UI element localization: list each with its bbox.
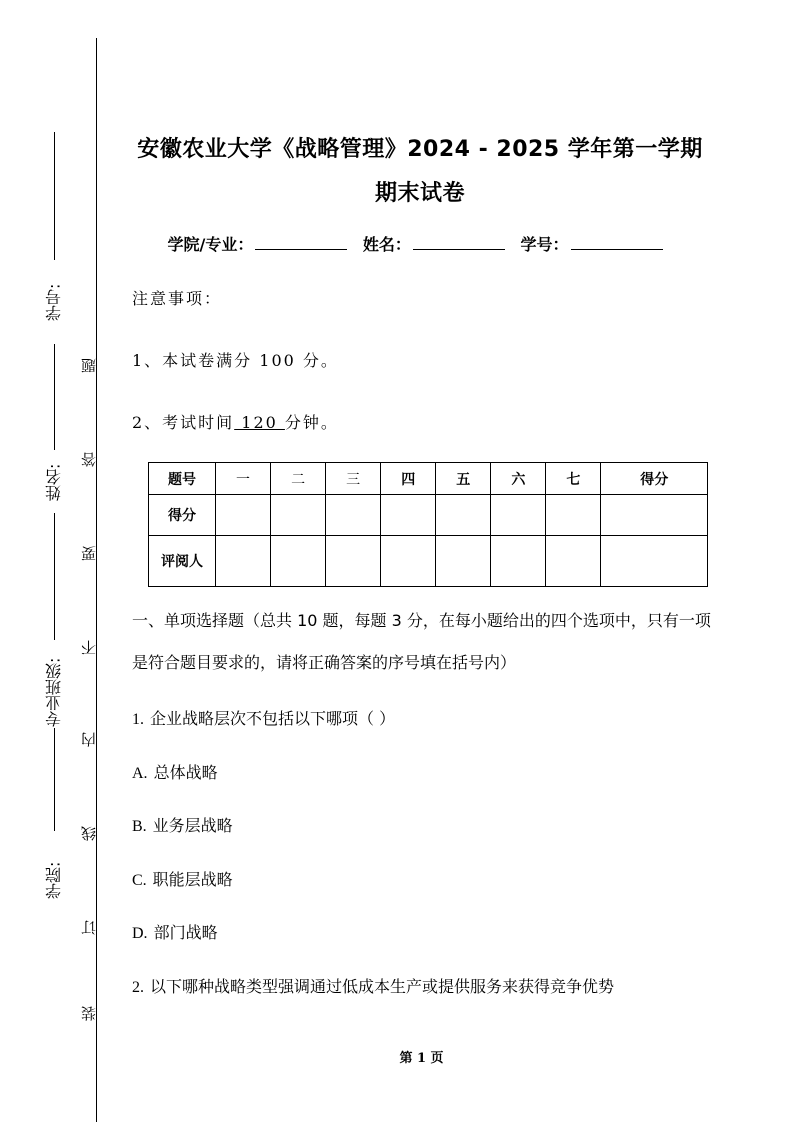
margin-student-id-label: 学号: [44, 283, 64, 321]
option-a[interactable] [132, 760, 218, 783]
note-item-2-suffix: 分钟。 [284, 413, 339, 432]
seal-char: 订 [80, 920, 98, 935]
question-text: 企业战略层次不包括以下哪项（ ） [150, 709, 396, 728]
score-cell[interactable] [491, 495, 546, 536]
grader-cell[interactable] [546, 536, 601, 587]
question-number: 1. [132, 711, 144, 728]
score-cell[interactable] [381, 495, 436, 536]
header-cell: 一 [216, 463, 271, 495]
table-row [149, 495, 708, 536]
row-label: 评阅人 [149, 536, 216, 587]
college-blank-line [54, 728, 55, 831]
seal-char: 装 [80, 1006, 98, 1021]
header-cell: 七 [546, 463, 601, 495]
grader-cell[interactable] [271, 536, 326, 587]
score-cell[interactable] [271, 495, 326, 536]
seal-char: 不 [80, 640, 98, 655]
margin-name-label: 姓名: [44, 463, 64, 501]
header-cell: 二 [271, 463, 326, 495]
class-blank-line [54, 513, 55, 640]
seal-char: 题 [80, 358, 98, 373]
binding-line [96, 38, 97, 1122]
score-cell[interactable] [546, 495, 601, 536]
grader-cell[interactable] [381, 536, 436, 587]
option-text: 部门战略 [153, 923, 218, 942]
name-blank-line [54, 344, 55, 450]
question-number: 2. [132, 979, 144, 996]
header-cell: 题号 [149, 463, 216, 495]
student-id-field[interactable] [571, 235, 663, 250]
header-cell: 五 [436, 463, 491, 495]
question-text: 以下哪种战略类型强调通过低成本生产或提供服务来获得竞争优势 [150, 977, 615, 996]
student-id-label: 学号： [520, 235, 569, 254]
name-field[interactable] [413, 235, 505, 250]
table-row [149, 536, 708, 587]
header-cell: 六 [491, 463, 546, 495]
section-1-heading: 一、单项选择题（总共 10 题，每题 3 分，在每小题给出的四个选项中，只有一项是符合题目要求的，请将正确答案的序号填在括号内） [132, 611, 711, 672]
score-cell[interactable] [216, 495, 271, 536]
option-d[interactable] [132, 920, 218, 943]
grader-cell[interactable] [216, 536, 271, 587]
option-label: B. [132, 818, 147, 835]
exam-duration-value: 120 [234, 413, 285, 432]
score-cell[interactable] [436, 495, 491, 536]
row-label: 得分 [149, 495, 216, 536]
note-item-2-prefix: 2、考试时间 [132, 413, 235, 432]
option-c[interactable] [132, 867, 233, 890]
option-text: 职能层战略 [152, 870, 233, 889]
college-major-label: 学院/专业： [167, 235, 254, 254]
option-label: D. [132, 925, 148, 942]
student-info-row [120, 232, 720, 255]
grader-cell[interactable] [436, 536, 491, 587]
header-cell: 得分 [601, 463, 708, 495]
seal-char: 要 [80, 546, 98, 561]
score-cell[interactable] [326, 495, 381, 536]
name-label: 姓名： [362, 235, 411, 254]
question-2 [132, 974, 614, 997]
option-text: 总体战略 [153, 763, 218, 782]
page-subtitle: 期末试卷 [374, 181, 465, 206]
grader-cell[interactable] [491, 536, 546, 587]
seal-char: 答 [80, 452, 98, 467]
option-label: C. [132, 872, 147, 889]
page-title: 安徽农业大学《战略管理》2024 - 2025 学年第一学期 [137, 137, 703, 162]
option-text: 业务层战略 [152, 816, 233, 835]
note-item-1: 1、本试卷满分 100 分。 [132, 351, 339, 370]
score-cell[interactable] [601, 495, 708, 536]
margin-class-label: 专业班级: [44, 657, 64, 727]
option-b[interactable] [132, 813, 233, 836]
margin-college-label: 学院: [44, 861, 64, 899]
page-number: 第 1 页 [399, 1051, 444, 1066]
question-1 [132, 706, 395, 729]
note-item-2 [132, 410, 339, 433]
option-label: A. [132, 765, 148, 782]
score-table-header [149, 463, 708, 495]
grader-cell[interactable] [326, 536, 381, 587]
header-cell: 四 [381, 463, 436, 495]
header-cell: 三 [326, 463, 381, 495]
grader-cell[interactable] [601, 536, 708, 587]
seal-char: 内 [80, 732, 98, 747]
college-major-field[interactable] [255, 235, 347, 250]
seal-char: 线 [80, 826, 98, 841]
score-table [148, 462, 708, 587]
notes-heading: 注意事项： [132, 289, 223, 308]
student-id-blank-line [54, 132, 55, 260]
